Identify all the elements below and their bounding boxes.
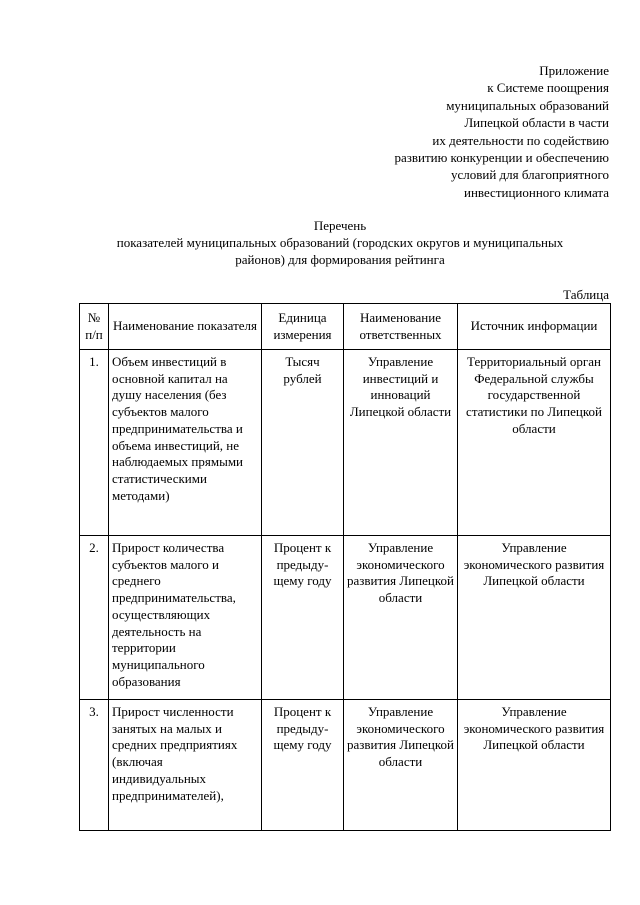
row-unit: Процент к предыду-щему году <box>262 700 344 831</box>
header-responsible: Наименование ответственных <box>344 304 458 350</box>
row-unit: Тысяч рублей <box>262 350 344 536</box>
table-row <box>80 350 611 536</box>
header-indicator: Наименование показателя <box>109 304 262 350</box>
row-num: 2. <box>80 536 109 700</box>
row-source: Территориальный орган Федеральной службы государственной статистики по Липецкой области <box>458 350 611 536</box>
appendix-line: к Системе поощрения <box>487 80 609 96</box>
appendix-block <box>394 62 609 201</box>
row-responsible: Управление экономического развития Липецкой области <box>344 700 458 831</box>
appendix-line: их деятельности по содействию <box>432 132 609 148</box>
row-responsible: Управление экономического развития Липецкой области <box>344 536 458 700</box>
table-header-row <box>80 304 611 350</box>
row-indicator: Объем инвестиций в основной капитал на душу населения (без субъектов малого предпринимательства и объема инвестиций, не наблюдаемых прямыми статистическими методами) <box>109 350 262 536</box>
table-row <box>80 700 611 831</box>
row-num: 1. <box>80 350 109 536</box>
appendix-line: Приложение <box>539 63 609 78</box>
row-responsible: Управление инвестиций и инноваций Липецкой области <box>344 350 458 536</box>
appendix-line: муниципальных образований <box>446 97 609 113</box>
appendix-line: развитию конкуренции и обеспечению <box>394 150 609 166</box>
appendix-line: Липецкой области в части <box>464 115 609 131</box>
title-line-1: Перечень <box>313 218 367 233</box>
title-line-2: показателей муниципальных образований (городских округов и муниципальных <box>116 235 564 250</box>
header-num: № п/п <box>80 304 109 350</box>
row-num: 3. <box>80 700 109 831</box>
indicators-table <box>79 303 611 831</box>
title-line-3: районов) для формирования рейтинга <box>235 252 445 267</box>
appendix-line: условий для благоприятного <box>451 167 609 183</box>
row-source: Управление экономического развития Липецкой области <box>458 700 611 831</box>
row-source: Управление экономического развития Липецкой области <box>458 536 611 700</box>
document-title <box>40 217 640 268</box>
table-row <box>80 536 611 700</box>
row-indicator: Прирост количества субъектов малого и среднего предпринимательства, осуществляющих деятельность на территории муниципального образования <box>109 536 262 700</box>
row-unit: Процент к предыду-щему году <box>262 536 344 700</box>
row-indicator: Прирост численности занятых на малых и средних предприятиях (включая индивидуальных предпринимателей), <box>109 700 262 831</box>
appendix-line: инвестиционного климата <box>463 184 609 200</box>
table-label: Таблица <box>563 287 609 302</box>
header-unit: Единица измерения <box>262 304 344 350</box>
header-source: Источник информации <box>458 304 611 350</box>
